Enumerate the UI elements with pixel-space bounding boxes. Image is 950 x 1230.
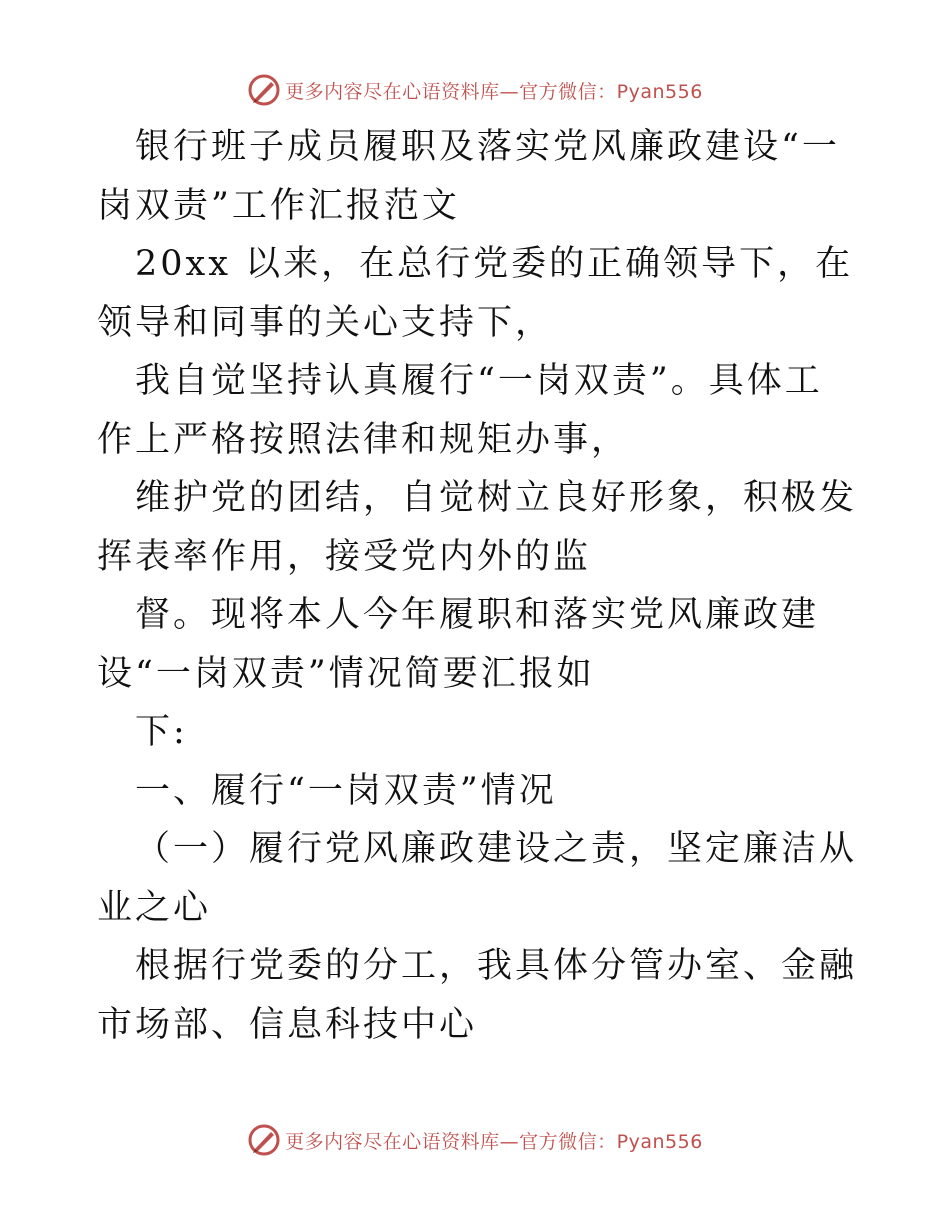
paragraph: 根据行党委的分工，我具体分管办室、金融市场部、信息科技中心 (97, 946, 858, 1045)
pen-feather-logo-icon (247, 73, 281, 107)
header-watermark-text: 更多内容尽在心语资料库—官方微信：Pyan556 (285, 80, 703, 103)
paragraph: 下: (135, 712, 188, 752)
header-watermark (0, 70, 950, 110)
paragraph: 维护党的团结，自觉树立良好形象，积极发挥表率作用，接受党内外的监 (97, 478, 858, 577)
paragraph: 我自觉坚持认真履行“一岗双责”。具体工作上严格按照法律和规矩办事， (97, 361, 823, 460)
footer-watermark-text: 更多内容尽在心语资料库—官方微信：Pyan556 (285, 1130, 703, 1153)
paragraph: 20xx 以来，在总行党委的正确领导下，在领导和同事的关心支持下， (97, 244, 854, 343)
document-body (97, 118, 857, 1054)
pen-feather-logo-icon (247, 1123, 281, 1157)
section-heading: 一、履行“一岗双责”情况 (135, 770, 557, 811)
paragraph: 督。现将本人今年履职和落实党风廉政建设“一岗双责”情况简要汇报如 (97, 595, 820, 694)
document-title: 银行班子成员履职及落实党风廉政建设“一岗双责”工作汇报范文 (97, 127, 840, 226)
subsection-heading: （一）履行党风廉政建设之责，坚定廉洁从业之心 (97, 829, 858, 928)
footer-watermark (0, 1120, 950, 1160)
